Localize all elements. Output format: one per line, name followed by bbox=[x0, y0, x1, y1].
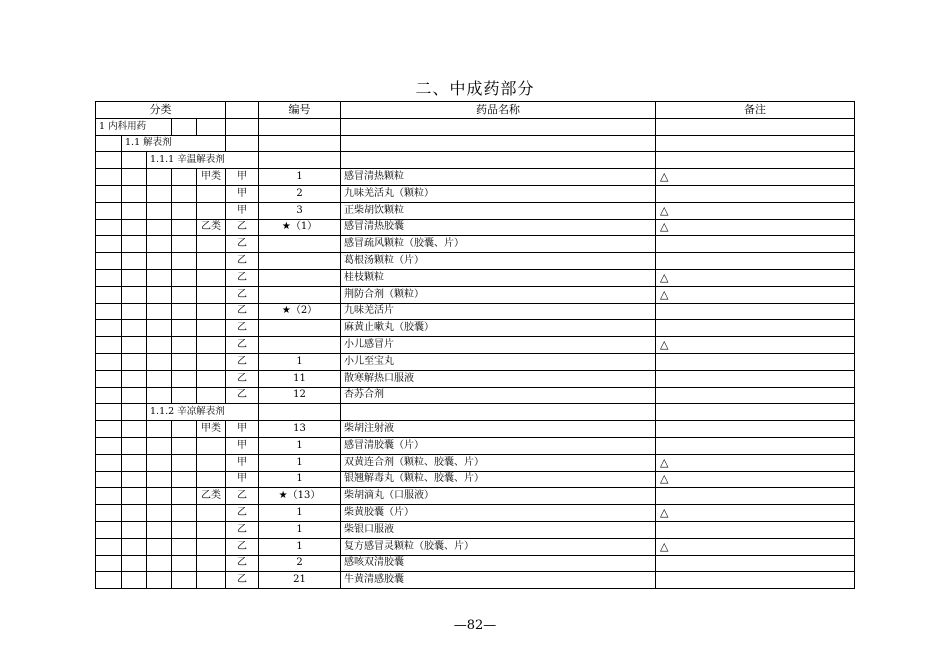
code-cell: 3 bbox=[259, 202, 341, 219]
code-cell: 11 bbox=[259, 370, 341, 387]
code-cell: ★（1） bbox=[259, 219, 341, 236]
type-cell bbox=[197, 236, 226, 253]
table-row bbox=[96, 471, 855, 488]
drug-name-cell: 柴胡滴丸（口服液） bbox=[341, 488, 656, 505]
empty-cell bbox=[122, 421, 147, 438]
table-row bbox=[96, 505, 855, 522]
drug-name-cell: 感咳双清胶囊 bbox=[341, 555, 656, 572]
remark-cell: △ bbox=[656, 454, 855, 471]
empty-cell bbox=[147, 555, 172, 572]
table-row bbox=[96, 303, 855, 320]
empty-cell bbox=[147, 505, 172, 522]
type-cell: 乙类 bbox=[197, 219, 226, 236]
table-row bbox=[96, 337, 855, 354]
section-cool-pungent: 1.1.2 辛凉解表剂 bbox=[147, 404, 259, 421]
empty-cell bbox=[147, 387, 172, 404]
empty-cell bbox=[172, 169, 197, 186]
table-row bbox=[96, 437, 855, 454]
empty-cell bbox=[122, 454, 147, 471]
type-cell bbox=[197, 471, 226, 488]
table-row bbox=[96, 236, 855, 253]
drug-name-cell: 九味羌活片 bbox=[341, 303, 656, 320]
code-cell: 1 bbox=[259, 471, 341, 488]
table-row bbox=[96, 253, 855, 270]
drug-name-cell: 桂枝颗粒 bbox=[341, 269, 656, 286]
drug-name-cell: 银翘解毒丸（颗粒、胶囊、片） bbox=[341, 471, 656, 488]
table-row bbox=[96, 286, 855, 303]
drug-name-cell: 复方感冒灵颗粒（胶囊、片） bbox=[341, 538, 656, 555]
type-cell: 乙类 bbox=[197, 488, 226, 505]
drug-name-cell: 麻黄止嗽丸（胶囊） bbox=[341, 320, 656, 337]
grade-cell: 甲 bbox=[226, 421, 259, 438]
empty-cell bbox=[122, 353, 147, 370]
empty-cell bbox=[122, 572, 147, 589]
type-cell bbox=[197, 202, 226, 219]
grade-cell: 乙 bbox=[226, 521, 259, 538]
code-cell bbox=[259, 253, 341, 270]
type-cell bbox=[197, 337, 226, 354]
empty-cell bbox=[147, 253, 172, 270]
empty-cell bbox=[96, 404, 122, 421]
grade-cell: 乙 bbox=[226, 286, 259, 303]
empty-cell bbox=[122, 555, 147, 572]
type-cell bbox=[197, 387, 226, 404]
empty-cell bbox=[172, 370, 197, 387]
type-cell bbox=[197, 353, 226, 370]
type-cell: 甲类 bbox=[197, 169, 226, 186]
code-cell: 21 bbox=[259, 572, 341, 589]
drug-name-cell: 葛根汤颗粒（片） bbox=[341, 253, 656, 270]
code-cell bbox=[259, 236, 341, 253]
empty-cell bbox=[122, 219, 147, 236]
type-cell bbox=[197, 370, 226, 387]
drug-name-cell: 感冒清热胶囊 bbox=[341, 219, 656, 236]
type-cell: 甲类 bbox=[197, 421, 226, 438]
code-cell: ★（13） bbox=[259, 488, 341, 505]
empty-cell bbox=[122, 538, 147, 555]
empty-cell bbox=[96, 370, 122, 387]
drug-name-cell: 感冒清热颗粒 bbox=[341, 169, 656, 186]
empty-cell bbox=[147, 370, 172, 387]
empty-cell bbox=[147, 286, 172, 303]
drug-name-cell: 柴银口服液 bbox=[341, 521, 656, 538]
empty-cell bbox=[96, 454, 122, 471]
remark-cell: △ bbox=[656, 337, 855, 354]
empty-cell bbox=[96, 353, 122, 370]
type-cell bbox=[197, 437, 226, 454]
empty-cell bbox=[96, 320, 122, 337]
empty-cell bbox=[96, 303, 122, 320]
empty-cell bbox=[172, 572, 197, 589]
empty-cell bbox=[122, 202, 147, 219]
code-cell: 1 bbox=[259, 538, 341, 555]
empty-cell bbox=[172, 555, 197, 572]
empty-cell bbox=[96, 572, 122, 589]
empty-cell bbox=[96, 202, 122, 219]
empty-cell bbox=[172, 387, 197, 404]
empty-cell bbox=[122, 387, 147, 404]
table-header-row bbox=[96, 102, 855, 119]
type-cell bbox=[197, 555, 226, 572]
empty-cell bbox=[147, 521, 172, 538]
empty-cell bbox=[147, 538, 172, 555]
empty-cell bbox=[122, 253, 147, 270]
empty-cell bbox=[122, 437, 147, 454]
grade-cell: 乙 bbox=[226, 387, 259, 404]
drug-name-cell: 小儿感冒片 bbox=[341, 337, 656, 354]
code-cell: 1 bbox=[259, 169, 341, 186]
empty-cell bbox=[147, 337, 172, 354]
grade-cell: 乙 bbox=[226, 236, 259, 253]
empty-cell bbox=[147, 471, 172, 488]
drug-name-cell: 正柴胡饮颗粒 bbox=[341, 202, 656, 219]
empty-cell bbox=[147, 202, 172, 219]
type-cell bbox=[197, 253, 226, 270]
table-row bbox=[96, 572, 855, 589]
table-row bbox=[96, 169, 855, 186]
empty-cell bbox=[147, 353, 172, 370]
empty-cell bbox=[96, 219, 122, 236]
type-cell bbox=[197, 521, 226, 538]
empty-cell bbox=[122, 286, 147, 303]
empty-cell bbox=[96, 505, 122, 522]
empty-cell bbox=[147, 185, 172, 202]
code-cell: 1 bbox=[259, 353, 341, 370]
empty-cell bbox=[341, 404, 656, 421]
empty-cell bbox=[96, 337, 122, 354]
empty-cell bbox=[122, 488, 147, 505]
remark-cell bbox=[656, 437, 855, 454]
page-title: 二、中成药部分 bbox=[415, 79, 535, 98]
empty-cell bbox=[122, 320, 147, 337]
drug-name-cell: 牛黄清感胶囊 bbox=[341, 572, 656, 589]
remark-cell bbox=[656, 421, 855, 438]
grade-cell: 甲 bbox=[226, 169, 259, 186]
empty-cell bbox=[96, 521, 122, 538]
empty-cell bbox=[147, 454, 172, 471]
empty-cell bbox=[96, 269, 122, 286]
grade-cell: 甲 bbox=[226, 437, 259, 454]
header-code: 编号 bbox=[259, 102, 341, 119]
empty-cell bbox=[656, 404, 855, 421]
grade-cell: 乙 bbox=[226, 337, 259, 354]
empty-cell bbox=[172, 454, 197, 471]
table-row bbox=[96, 387, 855, 404]
empty-cell bbox=[172, 185, 197, 202]
remark-cell bbox=[656, 303, 855, 320]
grade-cell: 乙 bbox=[226, 538, 259, 555]
header-grade bbox=[226, 102, 259, 119]
empty-cell bbox=[147, 219, 172, 236]
empty-cell bbox=[172, 353, 197, 370]
grade-cell: 乙 bbox=[226, 303, 259, 320]
remark-cell: △ bbox=[656, 471, 855, 488]
grade-cell: 甲 bbox=[226, 185, 259, 202]
section-row-l3a bbox=[96, 152, 855, 169]
drug-name-cell: 柴黄胶囊（片） bbox=[341, 505, 656, 522]
table-row bbox=[96, 269, 855, 286]
remark-cell bbox=[656, 488, 855, 505]
code-cell bbox=[259, 337, 341, 354]
drug-name-cell: 杏苏合剂 bbox=[341, 387, 656, 404]
remark-cell bbox=[656, 370, 855, 387]
section-internal-medicine: 1 内科用药 bbox=[96, 118, 172, 135]
type-cell bbox=[197, 320, 226, 337]
empty-cell bbox=[147, 320, 172, 337]
type-cell bbox=[197, 303, 226, 320]
table-row bbox=[96, 202, 855, 219]
table-row bbox=[96, 488, 855, 505]
empty-cell bbox=[172, 202, 197, 219]
grade-cell: 甲 bbox=[226, 454, 259, 471]
empty-cell bbox=[172, 437, 197, 454]
grade-cell: 乙 bbox=[226, 253, 259, 270]
empty-cell bbox=[172, 505, 197, 522]
drug-name-cell: 九味羌活丸（颗粒） bbox=[341, 185, 656, 202]
empty-cell bbox=[96, 253, 122, 270]
remark-cell bbox=[656, 253, 855, 270]
section-row-l1 bbox=[96, 118, 855, 135]
remark-cell: △ bbox=[656, 219, 855, 236]
empty-cell bbox=[96, 421, 122, 438]
remark-cell: △ bbox=[656, 169, 855, 186]
type-cell bbox=[197, 538, 226, 555]
empty-cell bbox=[147, 303, 172, 320]
remark-cell bbox=[656, 387, 855, 404]
drug-name-cell: 散寒解热口服液 bbox=[341, 370, 656, 387]
empty-cell bbox=[96, 471, 122, 488]
code-cell: 12 bbox=[259, 387, 341, 404]
code-cell bbox=[259, 286, 341, 303]
empty-cell bbox=[172, 286, 197, 303]
remark-cell: △ bbox=[656, 202, 855, 219]
table-row bbox=[96, 219, 855, 236]
code-cell: 1 bbox=[259, 521, 341, 538]
empty-cell bbox=[122, 337, 147, 354]
drug-name-cell: 小儿至宝丸 bbox=[341, 353, 656, 370]
table-row bbox=[96, 421, 855, 438]
empty-cell bbox=[172, 219, 197, 236]
grade-cell: 乙 bbox=[226, 219, 259, 236]
remark-cell bbox=[656, 353, 855, 370]
drug-catalog-table bbox=[95, 101, 855, 589]
type-cell bbox=[197, 572, 226, 589]
type-cell bbox=[197, 505, 226, 522]
empty-cell bbox=[122, 303, 147, 320]
header-remark: 备注 bbox=[656, 102, 855, 119]
empty-cell bbox=[147, 437, 172, 454]
empty-cell bbox=[172, 421, 197, 438]
empty-cell bbox=[122, 505, 147, 522]
remark-cell bbox=[656, 320, 855, 337]
empty-cell bbox=[172, 521, 197, 538]
empty-cell bbox=[259, 404, 341, 421]
table-row bbox=[96, 454, 855, 471]
grade-cell: 乙 bbox=[226, 488, 259, 505]
grade-cell: 甲 bbox=[226, 471, 259, 488]
section-row-l2 bbox=[96, 135, 855, 152]
page-number: —82— bbox=[453, 618, 497, 633]
grade-cell: 乙 bbox=[226, 353, 259, 370]
code-cell: 13 bbox=[259, 421, 341, 438]
drug-name-cell: 荆防合剂（颗粒） bbox=[341, 286, 656, 303]
remark-cell: △ bbox=[656, 286, 855, 303]
empty-cell bbox=[96, 185, 122, 202]
empty-cell bbox=[172, 488, 197, 505]
type-cell bbox=[197, 454, 226, 471]
remark-cell bbox=[656, 572, 855, 589]
empty-cell bbox=[172, 269, 197, 286]
empty-cell bbox=[172, 538, 197, 555]
empty-cell bbox=[122, 269, 147, 286]
empty-cell bbox=[96, 236, 122, 253]
empty-cell bbox=[96, 169, 122, 186]
section-warm-pungent: 1.1.1 辛温解表剂 bbox=[147, 152, 259, 169]
code-cell bbox=[259, 320, 341, 337]
code-cell: 1 bbox=[259, 437, 341, 454]
empty-cell bbox=[147, 421, 172, 438]
empty-cell bbox=[96, 555, 122, 572]
drug-name-cell: 双黄连合剂（颗粒、胶囊、片） bbox=[341, 454, 656, 471]
grade-cell: 乙 bbox=[226, 572, 259, 589]
empty-cell bbox=[147, 488, 172, 505]
grade-cell: 乙 bbox=[226, 555, 259, 572]
empty-cell bbox=[122, 236, 147, 253]
empty-cell bbox=[96, 437, 122, 454]
empty-cell bbox=[122, 521, 147, 538]
remark-cell bbox=[656, 185, 855, 202]
grade-cell: 乙 bbox=[226, 370, 259, 387]
header-category: 分类 bbox=[96, 102, 226, 119]
empty-cell bbox=[172, 471, 197, 488]
grade-cell: 乙 bbox=[226, 269, 259, 286]
empty-cell bbox=[147, 169, 172, 186]
remark-cell bbox=[656, 555, 855, 572]
empty-cell bbox=[172, 253, 197, 270]
empty-cell bbox=[96, 286, 122, 303]
grade-cell: 乙 bbox=[226, 320, 259, 337]
drug-name-cell: 柴胡注射液 bbox=[341, 421, 656, 438]
table-row bbox=[96, 370, 855, 387]
table-row bbox=[96, 521, 855, 538]
drug-name-cell: 感冒清胶囊（片） bbox=[341, 437, 656, 454]
code-cell: 1 bbox=[259, 454, 341, 471]
empty-cell bbox=[122, 185, 147, 202]
table-row bbox=[96, 538, 855, 555]
table-row bbox=[96, 185, 855, 202]
code-cell: 2 bbox=[259, 555, 341, 572]
empty-cell bbox=[147, 236, 172, 253]
empty-cell bbox=[96, 387, 122, 404]
remark-cell bbox=[656, 236, 855, 253]
empty-cell bbox=[96, 488, 122, 505]
section-exterior-releasing: 1.1 解表剂 bbox=[122, 135, 226, 152]
code-cell bbox=[259, 269, 341, 286]
header-drug-name: 药品名称 bbox=[341, 102, 656, 119]
empty-cell bbox=[122, 169, 147, 186]
remark-cell: △ bbox=[656, 538, 855, 555]
empty-cell bbox=[172, 303, 197, 320]
table-row bbox=[96, 555, 855, 572]
table-row bbox=[96, 320, 855, 337]
table-row bbox=[96, 353, 855, 370]
remark-cell: △ bbox=[656, 269, 855, 286]
grade-cell: 甲 bbox=[226, 202, 259, 219]
empty-cell bbox=[96, 538, 122, 555]
type-cell bbox=[197, 269, 226, 286]
grade-cell: 乙 bbox=[226, 505, 259, 522]
drug-name-cell: 感冒疏风颗粒（胶囊、片） bbox=[341, 236, 656, 253]
empty-cell bbox=[172, 320, 197, 337]
empty-cell bbox=[172, 236, 197, 253]
type-cell bbox=[197, 286, 226, 303]
empty-cell bbox=[147, 572, 172, 589]
empty-cell bbox=[122, 370, 147, 387]
section-row-l3b bbox=[96, 404, 855, 421]
code-cell: ★（2） bbox=[259, 303, 341, 320]
empty-cell bbox=[122, 471, 147, 488]
code-cell: 1 bbox=[259, 505, 341, 522]
empty-cell bbox=[172, 337, 197, 354]
code-cell: 2 bbox=[259, 185, 341, 202]
type-cell bbox=[197, 185, 226, 202]
empty-cell bbox=[122, 404, 147, 421]
remark-cell bbox=[656, 521, 855, 538]
empty-cell bbox=[147, 269, 172, 286]
remark-cell: △ bbox=[656, 505, 855, 522]
